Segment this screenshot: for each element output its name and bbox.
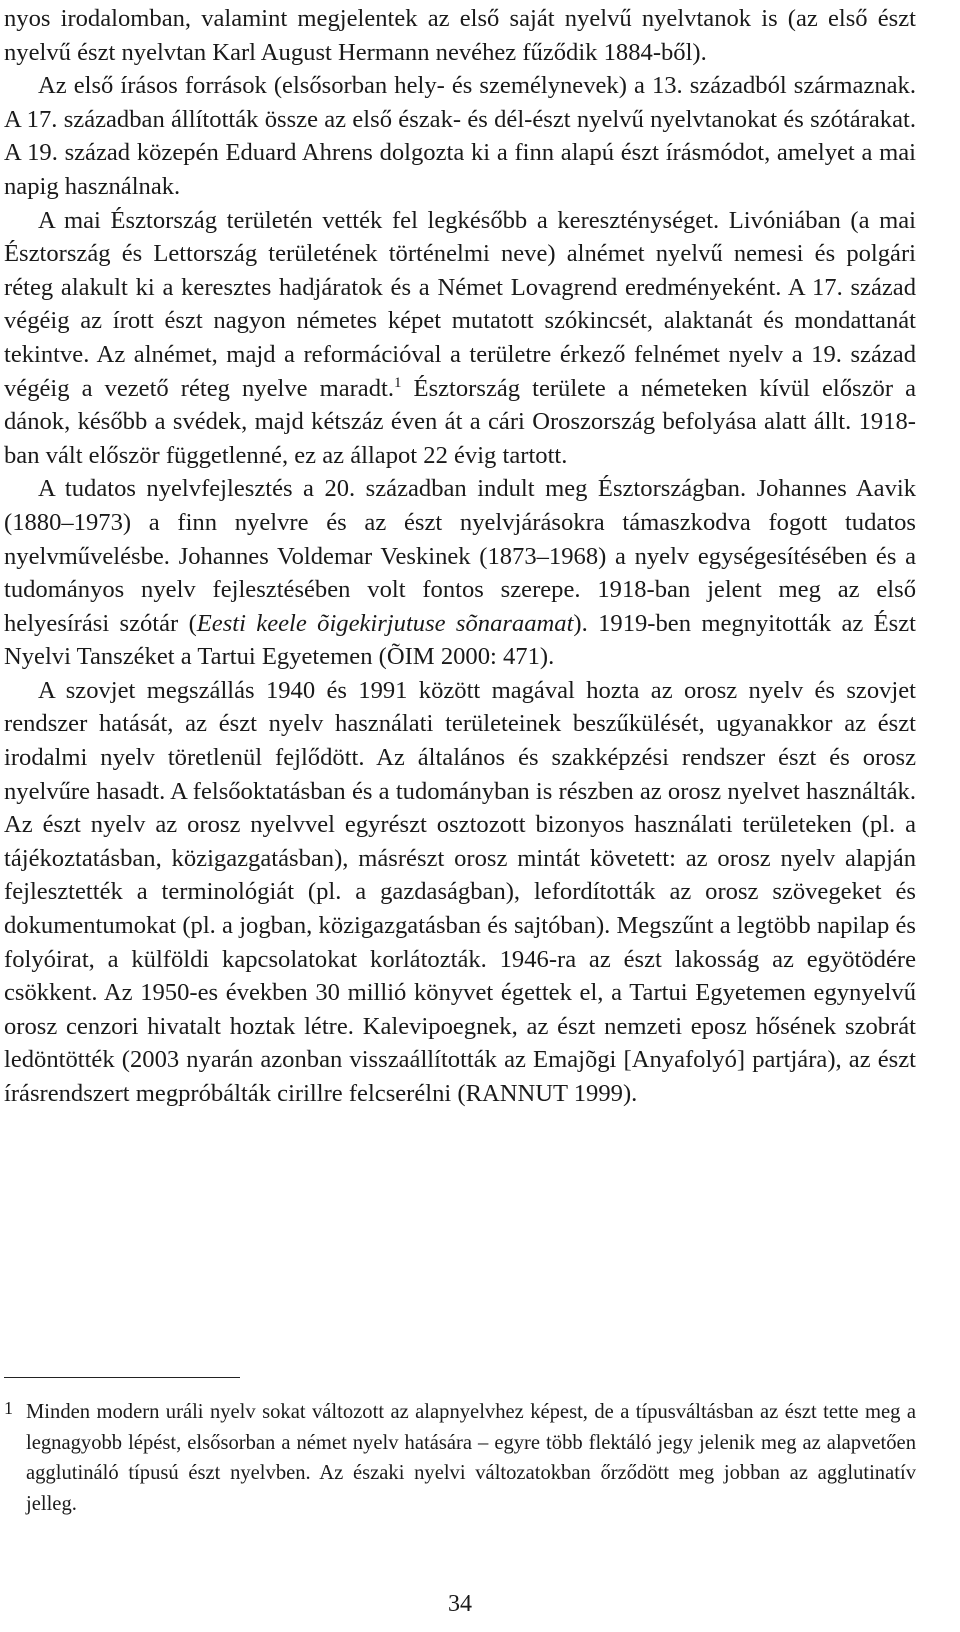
paragraph <box>4 472 916 674</box>
text-run: ). 1919-ben megnyitották az Észt Nyelvi Tanszéket a Tartui Egyetemen (ÕIM 2000: 471). <box>4 609 916 671</box>
footnote-reference: 1 <box>394 374 402 391</box>
footnote <box>4 1393 916 1519</box>
footnote-separator <box>4 1377 240 1378</box>
footnote-number: 1 <box>4 1398 13 1418</box>
page-number: 34 <box>448 1591 472 1617</box>
paragraph <box>4 674 916 1111</box>
text-run: Az első írásos források (elsősorban hely- és személynevek) a 13. századból származnak. A 17. században állították össze az első észak- és dél-észt nyelvű nyelvtanokat és szótárakat. A 19. század közepén Eduard Ahrens dolgozta ki a finn alapú észt írásmódot, amelyet a mai napig használnak. <box>4 72 916 200</box>
footnotes <box>4 1393 916 1519</box>
text-run: A tudatos nyelvfejlesztés a 20. században indult meg Észtországban. Johannes Aavik (1880–1973) a finn nyelvre és az észt nyelvjárásokra támaszkodva fogott tudatos nyelvművelésbe. Johannes Voldemar Veskinek (1873–1968) a nyelv egységesítésében és a tudományos nyelv fejlesztésében volt fontos szerepe. 1918-ban jelent meg az első helyesírási szótár ( <box>4 475 916 637</box>
italic-title: Eesti keele õigekirjutuse sõnaraamat <box>196 609 574 637</box>
text-run: A mai Észtország területén vették fel legkésőbb a kereszténységet. Livóniában (a mai Észtország és Lettország területének történelmi neve) alnémet nyelvű nemesi és polgári réteg alakult ki a keresztes hadjáratok és a Német Lovagrend eredményeként. A 17. század végéig az írott észt nagyon németes képet mutatott szókincsét, alaktanát és mondattanát tekintve. Az alnémet, majd a reformációval a területre érkező felnémet nyelv a 19. század végéig a vezető réteg nyelve maradt. <box>4 206 916 402</box>
paragraph <box>4 2 916 69</box>
footnote-text: Minden modern uráli nyelv sokat változott az alapnyelvhez képest, de a típusváltásban az észt tette meg a legnagyobb lépést, elsősorban a német nyelv hatására – egyre több flektáló jegy jelenik meg az alapvetően agglutináló típusú észt nyelvben. Az északi nyelvi változatokban őrződött meg jobban az agglutinatív jelleg. <box>26 1401 916 1515</box>
paragraph <box>4 204 916 473</box>
text-run: Észtország területe a németeken kívül először a dánok, később a svédek, majd kétszáz éven át a cári Oroszország befolyása alatt állt. 1918-ban vált először függetlenné, ez az állapot 22 évig tartott. <box>4 374 916 469</box>
text-run: nyos irodalomban, valamint megjelentek az első saját nyelvű nyelvtanok is (az első észt nyelvű észt nyelvtan Karl August Hermann nevéhez fűződik 1884-ből). <box>4 5 916 66</box>
body-text <box>4 2 916 1111</box>
text-run: A szovjet megszállás 1940 és 1991 között magával hozta az orosz nyelv és szovjet rendszer hatását, az észt nyelv használati területeinek beszűkülését, ugyanakkor az észt irodalmi nyelv töretlenül fejlődött. Az általános és szakképzési rendszer észt és orosz nyelvűre hasadt. A felsőoktatásban és a tudományban is részben az orosz nyelvet használták. Az észt nyelv az orosz nyelvvel egyrészt osztozott bizonyos használati területeken (pl. a tájékoztatásban, közigazgatásban), másrészt orosz mintát követett: az orosz nyelv alapján fejlesztették a terminológiát (pl. a gazdaságban), lefordították az orosz szövegeket és dokumentumokat (pl. a jogban, közigazgatásban és sajtóban). Megszűnt a legtöbb napilap és folyóirat, a külföldi kapcsolatokat korlátozták. 1946-ra az észt lakosság az egyötödére csökkent. Az 1950-es években 30 millió könyvet égettek el, a Tartui Egyetemen egynyelvű orosz cenzori hivatalt hoztak létre. Kalevipoegnek, az észt nemzeti eposz hősének szobrát ledöntötték (2003 nyarán azonban visszaállították az Emajõgi [Anyafolyó] partjára), az észt írásrendszert megpróbálták cirillre felcserélni (RANNUT 1999). <box>4 676 916 1107</box>
paragraph <box>4 69 916 203</box>
